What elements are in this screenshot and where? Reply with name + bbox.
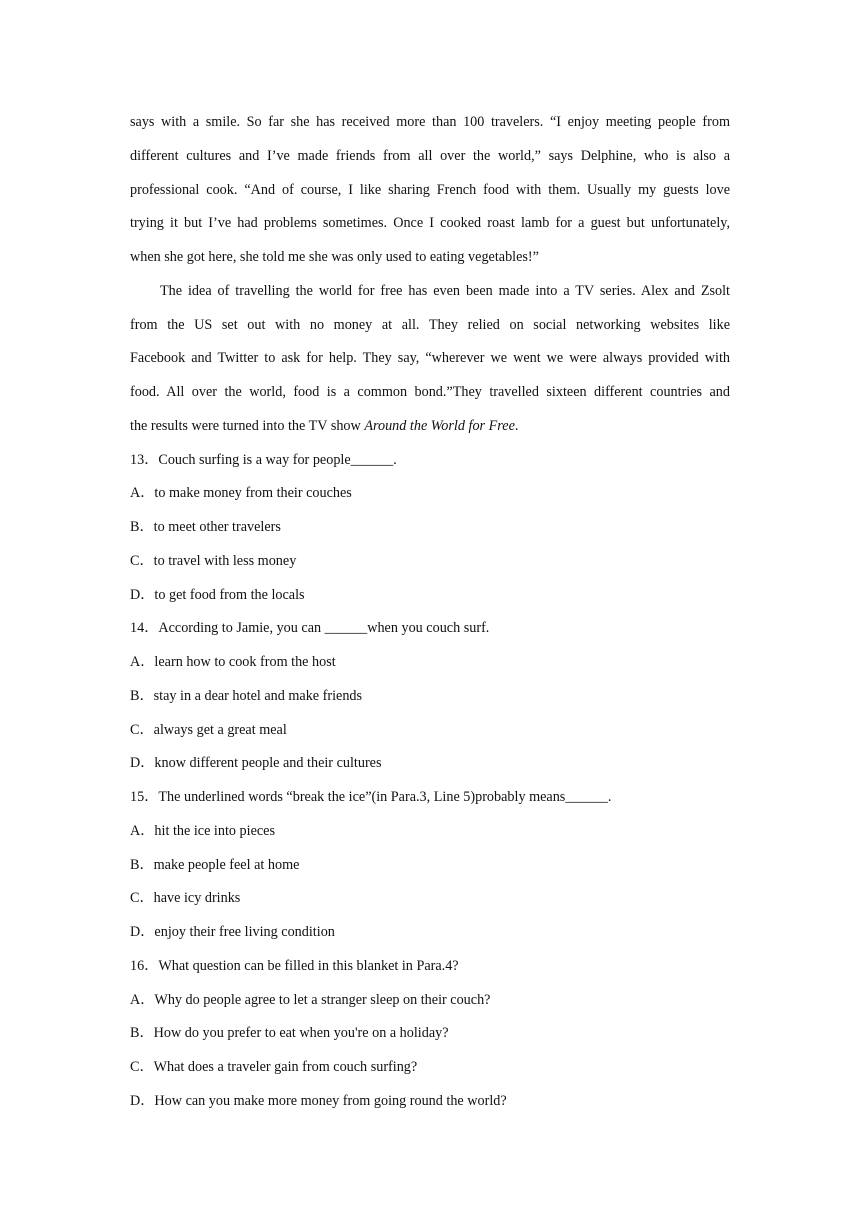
answer-option-c: C．to travel with less money (130, 552, 297, 569)
question-16 (130, 950, 730, 1119)
answer-option-c: C．What does a traveler gain from couch surfing? (130, 1059, 418, 1075)
question-15 (130, 781, 730, 950)
text-line (130, 410, 730, 444)
answer-option-d: D．to get food from the locals (130, 586, 305, 603)
text-line: food. All over the world, food is a common bond.”They travelled sixteen different countries and (130, 384, 730, 400)
answer-option-b: B．to meet other travelers (130, 519, 281, 535)
answer-option-b: B．stay in a dear hotel and make friends (130, 687, 363, 704)
text-span: . (514, 417, 519, 434)
question-stem: 15．The underlined words “break the ice”(in Para.3, Line 5)probably means______. (130, 789, 612, 805)
answer-option-c: C．have icy drinks (130, 890, 241, 907)
tv-show-title: Around the World for Free (364, 417, 515, 434)
answer-option-c: C．always get a great meal (130, 721, 287, 738)
answer-option-a: A．Why do people agree to let a stranger sleep on their couch? (130, 991, 491, 1008)
text-line: when she got here, she told me she was only used to eating vegetables!” (130, 249, 539, 265)
question-stem: 16．What question can be filled in this blanket in Para.4? (130, 957, 459, 974)
text-line: says with a smile. So far she has received more than 100 travelers. “I enjoy meeting people from (130, 114, 730, 130)
text-line: different cultures and I’ve made friends from all over the world,” says Delphine, who is also a (130, 147, 730, 164)
question-stem: 14．According to Jamie, you can ______when you couch surf. (130, 620, 490, 637)
answer-option-b: B．How do you prefer to eat when you're on a holiday? (130, 1025, 449, 1042)
answer-option-d: D．know different people and their cultures (130, 755, 382, 772)
answer-option-d: D．enjoy their free living condition (130, 924, 335, 940)
answer-option-a: A．hit the ice into pieces (130, 822, 275, 839)
answer-option-d: D．How can you make more money from going round the world? (130, 1092, 507, 1109)
text-line: trying it but I’ve had problems sometimes. Once I cooked roast lamb for a guest but unfortunately, (130, 215, 730, 232)
question-stem: 13．Couch surfing is a way for people______. (130, 451, 397, 468)
text-line: professional cook. “And of course, I like sharing French food with them. Usually my guests love (130, 181, 730, 198)
answer-option-a: A．learn how to cook from the host (130, 654, 336, 670)
passage-paragraph-1 (130, 106, 730, 275)
question-14 (130, 612, 730, 781)
answer-option-a: A．to make money from their couches (130, 485, 352, 502)
question-13 (130, 444, 730, 613)
answer-option-b: B．make people feel at home (130, 856, 300, 873)
text-line: Facebook and Twitter to ask for help. They say, “wherever we went we were always provided with (130, 350, 730, 367)
document-page (130, 106, 730, 1119)
text-line: from the US set out with no money at all. They relied on social networking websites like (130, 316, 730, 333)
passage-paragraph-2 (130, 275, 730, 444)
text-span: the results were turned into the TV show (130, 417, 365, 434)
text-line: The idea of travelling the world for free has even been made into a TV series. Alex and Zsolt (160, 282, 730, 299)
